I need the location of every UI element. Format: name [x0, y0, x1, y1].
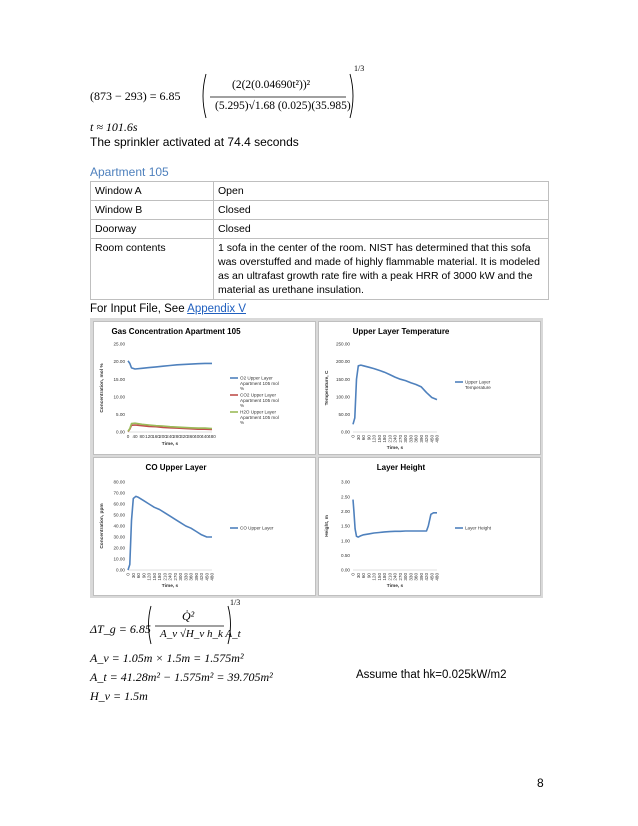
y-tick-label: 2.50 [341, 494, 350, 500]
x-tick-label: 210 [387, 435, 393, 443]
x-tick-label: 420 [424, 435, 429, 443]
y-tick-label: 0.50 [341, 552, 350, 558]
x-tick-label: 330 [408, 573, 414, 581]
x-tick-label: 150 [376, 573, 382, 581]
table-row [91, 182, 549, 201]
equation-ignition-time [90, 60, 390, 120]
y-tick-label: 80.00 [113, 479, 125, 485]
x-tick-label: 60 [136, 573, 141, 579]
y-tick-label: 100.00 [335, 394, 350, 400]
legend-label: Layer Height [465, 525, 492, 531]
table-row [91, 201, 549, 220]
x-tick-label: 280 [173, 434, 181, 439]
x-tick-label: 270 [397, 573, 403, 581]
eq2-numerator: Q̇² [182, 609, 195, 623]
x-tick-label: 390 [418, 573, 424, 581]
eq-at: A_t = 41.28m² − 1.575m² = 39.705m² [90, 670, 273, 684]
series-line [128, 361, 212, 369]
y-tick-label: 2.00 [341, 508, 350, 514]
x-tick-label: 210 [162, 573, 168, 581]
row-value: 1 sofa in the center of the room. NIST has determined that this sofa was overstuffed and made of highly flammable material. It is modeled as an ultrafast growth rate fire with a peak HRR of 3000 kW and the material as urethane insulation. [214, 239, 549, 300]
row-label: Room contents [91, 239, 214, 300]
x-tick-label: 120 [145, 434, 153, 439]
y-tick-label: 1.00 [341, 538, 350, 544]
eq-av: A_v = 1.05m × 1.5m = 1.575m² [90, 651, 244, 665]
y-tick-label: 3.00 [341, 479, 350, 485]
input-file-line [90, 303, 246, 315]
row-value: Closed [214, 220, 549, 239]
x-tick-label: 60 [361, 435, 366, 441]
page-number: 8 [537, 776, 544, 790]
upper-layer-temperature-chart [319, 322, 540, 454]
x-tick-label: 60 [361, 573, 366, 579]
x-tick-label: 120 [371, 435, 377, 443]
x-tick-label: 330 [408, 435, 414, 443]
x-tick-label: 270 [172, 573, 178, 581]
x-axis-label: Time, s [161, 442, 179, 447]
row-label: Window B [91, 201, 214, 220]
x-tick-label: 300 [178, 573, 183, 581]
legend-label: CO2 Upper Layer Apartment 105 mol % [240, 392, 279, 408]
y-axis-label: Concentration, mol % [100, 363, 105, 413]
x-tick-label: 180 [157, 573, 162, 581]
legend-label: O2 Upper Layer Apartment 105 mol % [240, 375, 279, 391]
eq1-exponent: 1/3 [354, 64, 365, 73]
t-result: t ≈ 101.6s [90, 120, 138, 134]
x-tick-label: 120 [146, 573, 152, 581]
y-tick-label: 25.00 [113, 341, 125, 347]
row-label: Window A [91, 182, 214, 201]
appendix-link[interactable]: Appendix V [187, 303, 246, 315]
x-tick-label: 40 [132, 434, 138, 439]
x-tick-label: 30 [355, 435, 361, 441]
x-tick-label: 400 [194, 434, 202, 439]
chart-title: Layer Height [376, 463, 426, 472]
x-axis-label: Time, s [386, 446, 404, 451]
chart-panel-co [93, 457, 316, 596]
y-tick-label: 30.00 [113, 534, 125, 540]
x-tick-label: 200 [159, 434, 167, 439]
legend-label: CO Upper Layer [240, 525, 274, 531]
chart-panel-temp [318, 321, 541, 455]
eq1-numerator: (2(2(0.04690t²))² [232, 79, 311, 91]
chart-title: Gas Concentration Apartment 105 [111, 327, 241, 336]
x-tick-label: 240 [167, 573, 173, 581]
table-row [91, 239, 549, 300]
input-file-prefix: For Input File, See [90, 303, 188, 315]
x-tick-label: 80 [139, 434, 145, 439]
y-axis-label: Temperature, C [325, 370, 330, 406]
x-tick-label: 360 [413, 435, 419, 443]
x-tick-label: 450 [204, 573, 210, 581]
y-axis-label: Height, m [325, 515, 330, 537]
row-value: Closed [214, 201, 549, 220]
eq2-lhs: ΔT_g = 6.85 [90, 622, 151, 636]
apartment-conditions-table [90, 181, 549, 300]
sprinkler-text: The sprinkler activated at 74.4 seconds [90, 135, 299, 149]
equation-delta-tg [90, 600, 290, 650]
x-tick-label: 270 [397, 435, 403, 443]
x-tick-label: 0 [350, 573, 356, 576]
x-tick-label: 180 [382, 435, 387, 443]
chart-panel-gas [93, 321, 316, 455]
x-tick-label: 480 [434, 435, 440, 443]
section-title: Apartment 105 [90, 165, 169, 179]
x-tick-label: 120 [371, 573, 377, 581]
x-tick-label: 150 [151, 573, 157, 581]
chart-panel-height [318, 457, 541, 596]
x-tick-label: 0 [125, 573, 131, 576]
eq2-exponent: 1/3 [230, 598, 241, 607]
y-tick-label: 0.00 [341, 429, 350, 435]
y-tick-label: 15.00 [113, 376, 125, 382]
table-row [91, 220, 549, 239]
x-tick-label: 300 [403, 435, 408, 443]
eq1-lhs: (873 − 293) = 6.85 [90, 89, 181, 103]
x-tick-label: 180 [382, 573, 387, 581]
x-tick-label: 90 [366, 573, 372, 579]
gas-concentration-chart [94, 322, 315, 454]
x-tick-label: 240 [392, 573, 398, 581]
x-tick-label: 360 [413, 573, 419, 581]
y-tick-label: 5.00 [116, 412, 125, 417]
y-tick-label: 50.00 [338, 412, 350, 417]
y-tick-label: 70.00 [113, 490, 125, 496]
x-tick-label: 330 [183, 573, 189, 581]
eq2-denominator: A_v √H_v h_k A_t [160, 628, 241, 640]
y-tick-label: 200.00 [335, 359, 350, 365]
eq-hv: H_v = 1.5m [90, 689, 148, 703]
y-tick-label: 10.00 [113, 394, 125, 400]
x-tick-label: 390 [193, 573, 199, 581]
y-tick-label: 150.00 [335, 376, 350, 382]
x-tick-label: 480 [208, 434, 216, 439]
x-tick-label: 0 [350, 435, 356, 438]
series-line [128, 496, 212, 570]
y-tick-label: 60.00 [113, 501, 125, 507]
x-tick-label: 30 [130, 573, 136, 579]
x-tick-label: 300 [403, 573, 408, 581]
y-tick-label: 20.00 [113, 545, 125, 551]
chart-title: CO Upper Layer [145, 463, 207, 472]
y-tick-label: 10.00 [113, 556, 125, 562]
layer-height-chart [319, 458, 540, 595]
x-tick-label: 360 [187, 434, 195, 439]
x-tick-label: 240 [166, 434, 174, 439]
legend-label: Upper Layer Temperature [465, 379, 491, 390]
legend-label: H2O Upper Layer Apartment 105 mol % [240, 409, 279, 425]
x-tick-label: 90 [141, 573, 147, 579]
y-tick-label: 0.00 [341, 567, 350, 573]
x-tick-label: 30 [355, 573, 361, 579]
chart-title: Upper Layer Temperature [352, 327, 450, 336]
x-tick-label: 360 [188, 573, 194, 581]
x-tick-label: 150 [376, 435, 382, 443]
series-line [353, 365, 437, 424]
row-value: Open [214, 182, 549, 201]
x-tick-label: 450 [429, 573, 435, 581]
x-tick-label: 240 [392, 435, 398, 443]
row-label: Doorway [91, 220, 214, 239]
y-axis-label: Concentration, ppm [100, 503, 105, 549]
y-tick-label: 20.00 [113, 359, 125, 365]
x-tick-label: 90 [366, 435, 372, 441]
charts-grid [90, 318, 543, 598]
x-axis-label: Time, s [386, 584, 404, 589]
series-line [353, 500, 437, 537]
y-tick-label: 250.00 [335, 341, 350, 347]
x-tick-label: 480 [434, 573, 440, 581]
co-upper-layer-chart [94, 458, 315, 595]
y-tick-label: 0.00 [116, 429, 125, 435]
x-tick-label: 160 [152, 434, 160, 439]
x-tick-label: 390 [418, 435, 424, 443]
x-tick-label: 450 [429, 435, 435, 443]
y-tick-label: 1.50 [341, 523, 350, 529]
y-tick-label: 50.00 [113, 512, 125, 518]
x-tick-label: 0 [126, 434, 130, 439]
series-line [128, 423, 212, 431]
y-tick-label: 40.00 [113, 523, 125, 529]
y-tick-label: 0.00 [116, 567, 125, 573]
assume-text: Assume that hk=0.025kW/m2 [356, 669, 507, 681]
eq1-denominator: (5.295)√1.68 (0.025)(35.985) [215, 100, 351, 112]
x-tick-label: 210 [387, 573, 393, 581]
x-axis-label: Time, s [161, 584, 179, 589]
x-tick-label: 320 [180, 434, 188, 439]
x-tick-label: 420 [199, 573, 204, 581]
x-tick-label: 440 [201, 434, 209, 439]
x-tick-label: 480 [209, 573, 215, 581]
x-tick-label: 420 [424, 573, 429, 581]
